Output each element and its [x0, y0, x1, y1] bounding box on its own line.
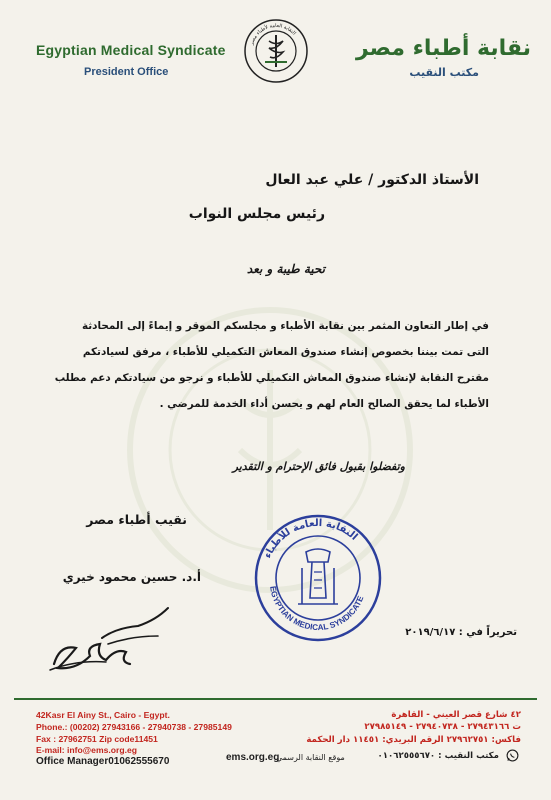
footer-email-en: E-mail: info@ems.org.eg — [36, 745, 138, 755]
footer-office-ar: مكتب النقيب : ٠١٠٦٢٥٥٥٦٧٠ — [377, 751, 499, 761]
signer-name: أ.د. حسين محمود خيري — [62, 570, 201, 584]
org-name-en: Egyptian Medical Syndicate — [36, 42, 226, 58]
issue-date: تحريراً في : ٢٠١٩/٦/١٧ — [405, 627, 517, 638]
office-name-en: President Office — [84, 66, 169, 78]
footer-website: ems.org.eg — [226, 752, 280, 763]
greeting: تحية طيبة و بعد — [246, 262, 325, 276]
footer-divider — [14, 698, 537, 700]
logo-text: النقابة العامة لأطباء مصر — [248, 22, 297, 46]
footer-fax-en: Fax : 27962751 Zip code11451 — [36, 734, 158, 744]
signer-title: نقيب أطباء مصر — [86, 512, 187, 527]
footer-office-manager-en: Office Manager01062555670 — [36, 756, 170, 767]
official-stamp — [252, 512, 384, 644]
footer-phone-en: Phone.: (00202) 27943166 - 27940738 - 27985149 — [36, 722, 232, 732]
footer-address-en: 42Kasr El Ainy St., Cairo - Egypt. — [36, 710, 170, 720]
body-line-4: الأطباء لما يحقق الصالح العام لهم و يحسن أداء الخدمة للمرضي . — [159, 398, 489, 410]
addressee-title: رئيس مجلس النواب — [188, 206, 325, 222]
addressee-name: الأستاذ الدكتور / علي عبد العال — [265, 172, 479, 188]
office-name-ar: مكتب النقيب — [409, 66, 479, 79]
footer-website-ar: موقع النقابة الرسمي — [276, 753, 345, 762]
whatsapp-icon — [506, 749, 519, 762]
handwritten-signature — [46, 598, 176, 682]
syndicate-logo — [243, 18, 309, 84]
closing-line: وتفضلوا بقبول فائق الإحترام و التقدير — [232, 460, 405, 473]
svg-text:النقابة العامة للأطباء — [262, 518, 359, 560]
stamp-text-ar: النقابة العامة للأطباء — [262, 517, 360, 561]
body-line-1: في إطار التعاون المثمر بين نقابة الأطباء و مجلسكم الموقر و إيماءً إلى المحادثة — [81, 320, 489, 332]
stamp-text-en: EGYPTIAN MEDICAL SYNDICATE — [268, 585, 366, 633]
body-line-2: التى تمت بيننا بخصوص إنشاء صندوق المعاش التكميلي للأطباء ، مرفق لسيادتكم — [82, 346, 489, 358]
footer-phone-ar: ت ٢٧٩٤٣١٦٦ - ٢٧٩٤٠٧٣٨ - ٢٧٩٨٥١٤٩ — [364, 722, 521, 732]
footer-address-ar: ٤٢ شارع قصر العيني - القاهرة — [391, 710, 521, 720]
org-name-ar: نقابة أطباء مصر — [355, 36, 531, 61]
footer-fax-ar: فاكس: ٢٧٩٦٢٧٥١ الرقم البريدي: ١١٤٥١ دار الحكمة — [306, 735, 521, 745]
body-line-3: مقترح النقابة لإنشاء صندوق المعاش التكميلي للأطباء و نرجو من سيادتكم دعم مطلب — [54, 372, 489, 384]
svg-text:EGYPTIAN MEDICAL SYNDICATE — [268, 585, 365, 632]
